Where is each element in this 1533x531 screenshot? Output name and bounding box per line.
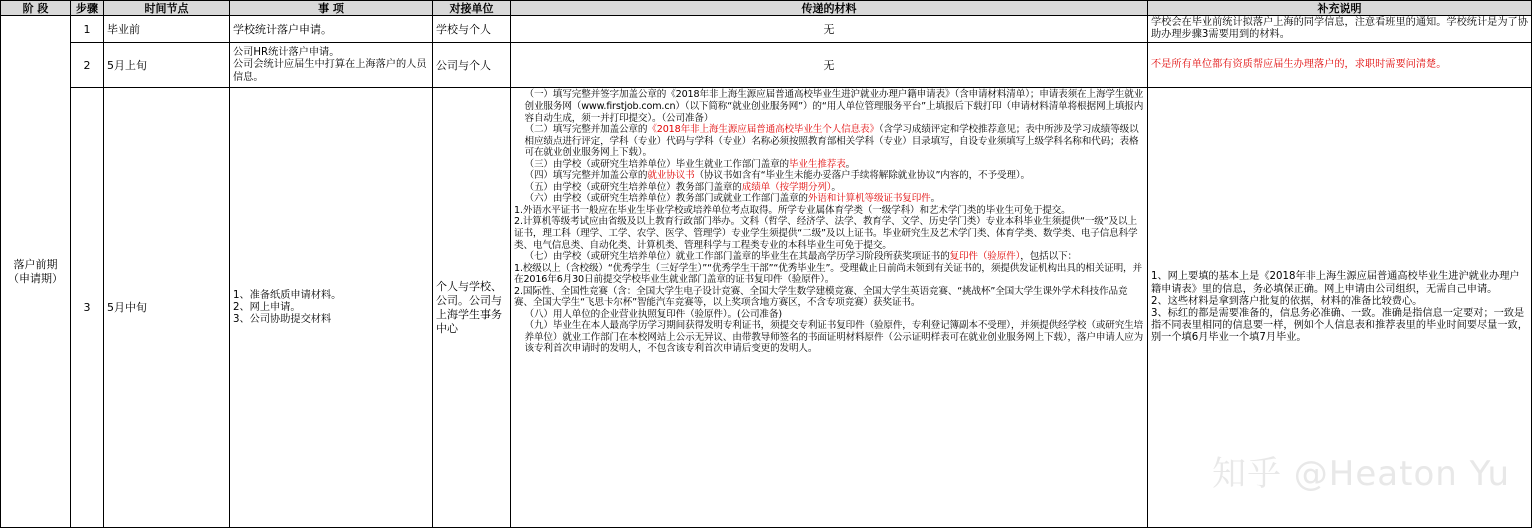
time-cell: 毕业前 bbox=[104, 16, 230, 43]
unit-cell: 个人与学校、公司。公司与上海学生事务中心 bbox=[433, 88, 511, 528]
item-line: 2、网上申请。 bbox=[233, 301, 301, 313]
header-material: 传递的材料 bbox=[511, 1, 1148, 16]
material-text: （二）填写完整并加盖公章的 bbox=[524, 124, 648, 136]
item-cell bbox=[230, 88, 433, 528]
material-paragraph: 1.外语水平证书一般应在毕业生毕业学校或培养单位考点取得。所学专业属体育学类（一级学科）和艺术学门类的毕业生可免于提交。 bbox=[514, 204, 1071, 216]
material-highlight: 复印件（验原件） bbox=[949, 251, 1021, 263]
material-paragraph: （九）毕业生在本人最高学历学习期间获得发明专利证书，须提交专利证书复印件（验原件，专利登记簿副本不受理），并须提供经学校（或研究生培养单位）就业工作部门在本校网站上公示无异议、由带教导师签名的书面证明材料原件（公示证明样表可在就业创业服务网上下载），落户申请人应为该专利首次申请时的发明人，不包含该专利首次申请后变更的发明人。 bbox=[524, 320, 1144, 355]
material-paragraph: （一）填写完整并签字加盖公章的《2018年非上海生源应届普通高校毕业生进沪就业办理户籍申请表》（含申请材料清单）；申请表须在上海学生就业创业服务网（www.firstjob.com.cn）（以下简称“就业创业服务网”）的“用人单位管理服务平台”上填报后下载打印（申请材料清单将根据网上填报内容自动生成，须一并打印提交）。（公司准备） bbox=[524, 89, 1144, 124]
step-cell: 3 bbox=[71, 88, 104, 528]
item-line: 公司会统计应届生中打算在上海落户的人员信息。 bbox=[233, 59, 427, 83]
item-cell bbox=[230, 43, 433, 88]
material-paragraph: 1.校级以上（含校级）“优秀学生（三好学生）”“优秀学生干部”“优秀毕业生”。受理截止日前尚未领到有关证书的，须提供发证机构出具的相关证明，并在2016年6月30日前提交学校毕业生就业部门盖章的证书复印件（验原件）。 bbox=[514, 262, 1142, 286]
material-cell: 无 bbox=[511, 16, 1148, 43]
material-paragraph bbox=[514, 124, 1144, 159]
material-paragraph bbox=[514, 182, 1144, 194]
time-cell: 5月上旬 bbox=[104, 43, 230, 88]
material-text: 。 bbox=[831, 181, 841, 193]
material-text: （三）由学校（或研究生培养单位）毕业生就业工作部门盖章的 bbox=[524, 158, 789, 170]
note-line: 3、标红的都是需要准备的，信息务必准确、一致。准确是指信息一定要对；一致是指不同表里相同的信息要一样，例如个人信息表和推荐表里的毕业时间要尽量一致，别一个填6月毕业一个填7月毕业。 bbox=[1151, 307, 1528, 344]
item-line: 公司HR统计落户申请。 bbox=[233, 47, 340, 59]
material-text: （四）填写完整并加盖公章的 bbox=[524, 170, 648, 182]
material-cell bbox=[511, 88, 1148, 528]
material-text: （六）由学校（或研究生培养单位）教务部门或就业工作部门盖章的 bbox=[524, 193, 808, 205]
material-paragraph bbox=[514, 193, 1144, 205]
header-item: 事 项 bbox=[230, 1, 433, 16]
unit-cell: 公司与个人 bbox=[433, 43, 511, 88]
material-paragraph bbox=[514, 159, 1144, 171]
header-step: 步骤 bbox=[71, 1, 104, 16]
watermark: 知乎 @Heaton Yu bbox=[1212, 454, 1511, 494]
material-paragraph: 2.国际性、全国性竞赛（含：全国大学生电子设计竞赛、全国大学生数学建模竞赛、全国大学生英语竞赛、“挑战杯”全国大学生课外学术科技作品竞赛、全国大学生“飞思卡尔杯”智能汽车竞赛等，以上奖项含地方赛区，不含专项竞赛）获奖证书。 bbox=[514, 285, 1128, 309]
material-highlight: 就业协议书 bbox=[647, 170, 695, 182]
header-time: 时间节点 bbox=[104, 1, 230, 16]
time-cell: 5月中旬 bbox=[104, 88, 230, 528]
material-paragraph bbox=[514, 251, 1144, 263]
stage-label: 落户前期 bbox=[13, 257, 58, 271]
note-line: 2、这些材料是拿到落户批复的依据，材料的准备比较费心。 bbox=[1151, 295, 1423, 307]
material-paragraph: （八）用人单位的企业营业执照复印件（验原件）。(公司准备) bbox=[524, 308, 782, 320]
item-cell: 学校统计落户申请。 bbox=[230, 16, 433, 43]
stage-cell bbox=[1, 16, 71, 528]
note-line: 1、网上要填的基本上是《2018年非上海生源应届普通高校毕业生进沪就业办理户籍申请表》里的信息，务必填保正确。网上申请由公司组织，无需自己申请。 bbox=[1151, 271, 1520, 295]
material-text: ，包括以下： bbox=[1020, 251, 1077, 263]
header-stage: 阶 段 bbox=[1, 1, 71, 16]
item-line: 3、公司协助提交材料 bbox=[233, 314, 332, 325]
material-text: 。 bbox=[930, 193, 941, 205]
note-cell: 不是所有单位都有资质帮应届生办理落户的，求职时需要问清楚。 bbox=[1148, 43, 1532, 88]
material-highlight: 外语和计算机等级证书复印件 bbox=[807, 193, 931, 205]
material-paragraph: 2.计算机等级考试应由省级及以上教育行政部门举办。文科（哲学、经济学、法学、教育学、文学、历史学门类）专业本科毕业生须提供“一级”及以上证书，理工科（理学、工学、农学、医学、管理学）专业学生须提供“二级”及以上证书。毕业研究生及艺术学门类、体育学类、数学类、电子信息科学类、电气信息类、自动化类、计算机类、管理科学与工程类专业的本科毕业生可免于提交。 bbox=[514, 216, 1138, 251]
stage-sublabel: （申请期） bbox=[8, 271, 63, 285]
unit-cell: 学校与个人 bbox=[433, 16, 511, 43]
note-cell: 学校会在毕业前统计拟落户上海的同学信息，注意看班里的通知。学校统计是为了协助办理步骤3需要用到的材料。 bbox=[1148, 16, 1532, 43]
material-paragraph bbox=[514, 170, 1144, 182]
item-line: 1、准备纸质申请材料。 bbox=[233, 289, 342, 301]
material-highlight: 毕业生推荐表 bbox=[788, 158, 846, 170]
material-text: （五）由学校（或研究生培养单位）教务部门盖章的 bbox=[524, 181, 742, 193]
header-unit: 对接单位 bbox=[433, 1, 511, 16]
material-cell: 无 bbox=[511, 43, 1148, 88]
material-text: 。 bbox=[845, 158, 856, 170]
table-row bbox=[1, 16, 1532, 43]
material-text: （七）由学校（或研究生培养单位）就业工作部门盖章的毕业生在其最高学历学习阶段所获奖项证书的 bbox=[524, 251, 950, 263]
table-row bbox=[1, 43, 1532, 88]
material-highlight: 《2018年非上海生源应届普通高校毕业生个人信息表》 bbox=[647, 124, 879, 136]
material-highlight: 成绩单（按学期分列） bbox=[741, 181, 832, 193]
step-cell: 1 bbox=[71, 16, 104, 43]
header-row bbox=[1, 1, 1532, 16]
material-text: （含学习成绩评定和学校推荐意见；表中所涉及学习成绩等级以相应绩点进行评定，学科（专业）代码与学科（专业）名称必须按照教育部相关学科（专业）目录填写，自设专业须填写上级学科名称和代码；表格可在就业创业服务网上下载）。 bbox=[524, 124, 1139, 159]
material-text: （协议书如含有“毕业生未能办妥落户手续将解除就业协议”内容的，不予受理）。 bbox=[694, 170, 1030, 182]
step-cell: 2 bbox=[71, 43, 104, 88]
header-note: 补充说明 bbox=[1148, 1, 1532, 16]
